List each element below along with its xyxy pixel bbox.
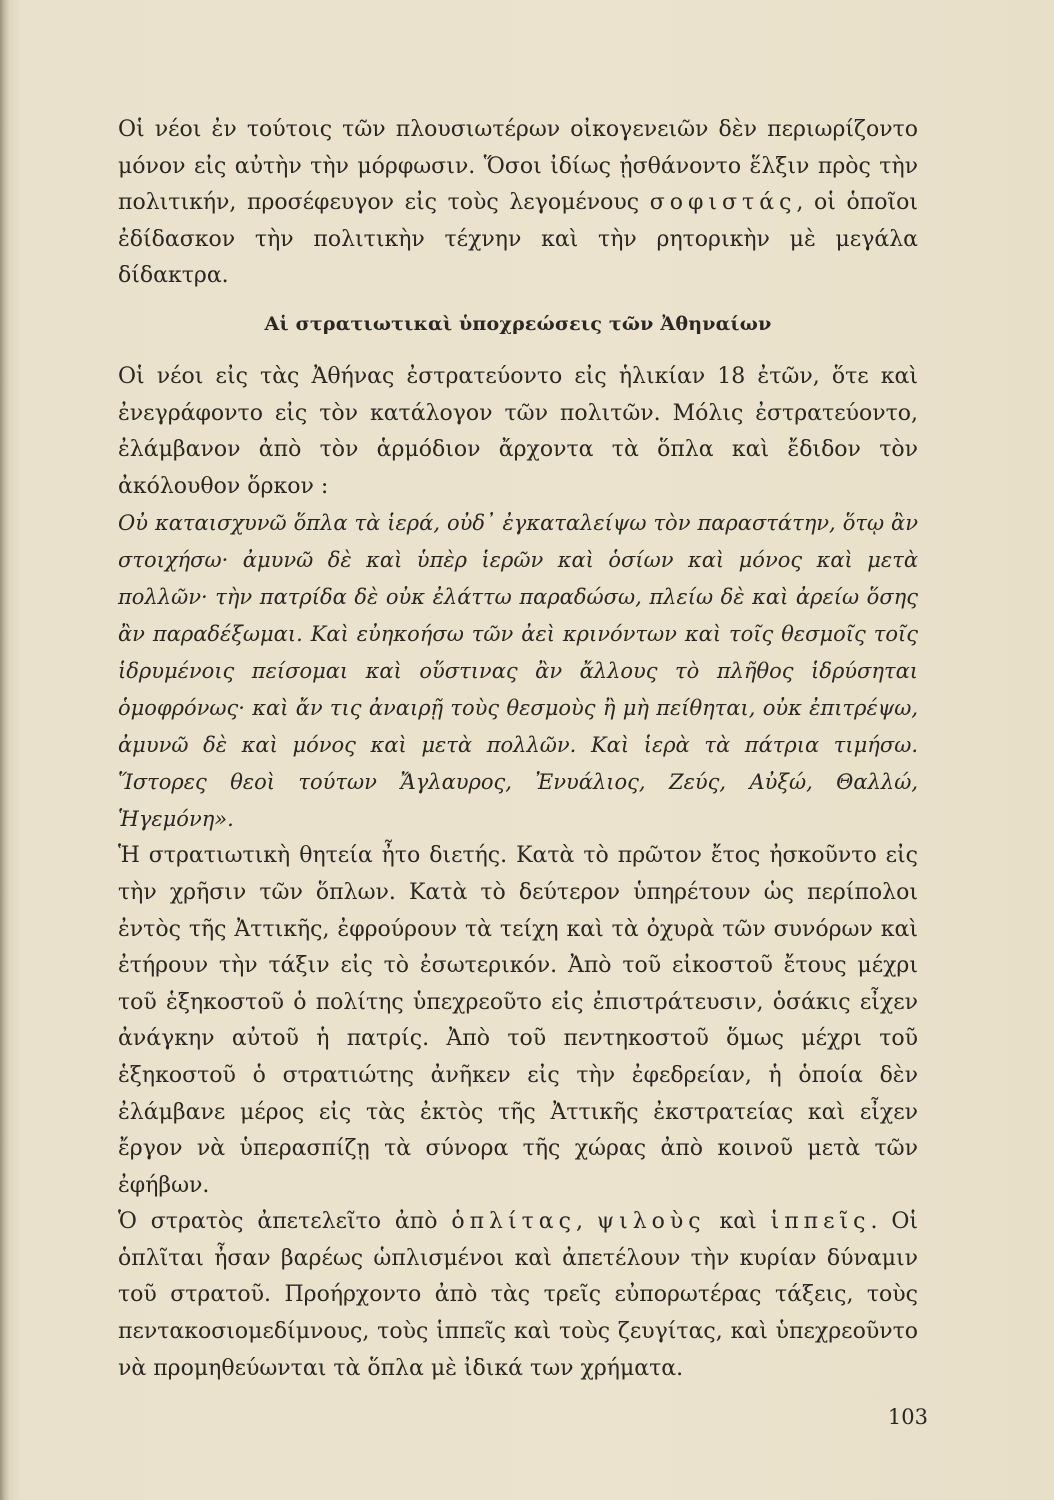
term-hoplites: ὁπλίτας: [451, 1209, 576, 1235]
paragraph-education-end: , οἱ ὁποῖοι ἐδίδασκον τὴν πολιτικὴν τέχνην καὶ τὴν ρητορικὴν μὲ μεγάλα δίδακτρα.: [118, 190, 918, 289]
paragraph-conscription: Οἱ νέοι εἰς τὰς Ἀθήνας ἐστρατεύοντο εἰς ἡλικίαν 18 ἐτῶν, ὅτε καὶ ἐνεγράφοντο εἰς τὸν κατάλογον τῶν πολιτῶν. Μόλις ἐστρατεύοντο, ἐλάμβανον ἀπὸ τὸν ἁρμόδιον ἄρχοντα τὰ ὅπλα καὶ ἔδιδον τὸν ἀκόλουθον ὅρκον :: [118, 363, 918, 499]
section-heading-military-obligations: Αἱ στρατιωτικαὶ ὑποχρεώσεις τῶν Ἀθηναίων: [264, 312, 772, 335]
conjunction-and: καὶ: [719, 1209, 757, 1235]
paragraph-military-service: Ἡ στρατιωτικὴ θητεία ἦτο διετής. Κατὰ τὸ πρῶτον ἔτος ἠσκοῦντο εἰς τὴν χρῆσιν τῶν ὅπλων. Κατὰ τὸ δεύτερον ὑπηρέτουν ὡς περίπολοι ἐντὸς τῆς Ἀττικῆς, ἐφρούρουν τὰ τείχη καὶ τὰ ὀχυρὰ τῶν συνόρων καὶ ἐτήρουν τὴν τάξιν εἰς τὸ ἐσωτερικόν. Ἀπὸ τοῦ εἰκοστοῦ ἔτους μέχρι τοῦ ἑξηκοστοῦ ὁ πολίτης ὑπεχρεοῦτο εἰς ἐπιστράτευσιν, ὁσάκις εἶχεν ἀνάγκην αὐτοῦ ἡ πατρίς. Ἀπὸ τοῦ πεντηκοστοῦ ὅμως μέχρι τοῦ ἑξηκοστοῦ ὁ στρατιώτης ἀνῆκεν εἰς τὴν ἐφεδρείαν, ἡ ὁποία δὲν ἐλάμβανε μέρος εἰς τὰς ἐκτὸς τῆς Ἀττικῆς ἐκστρατείας καὶ εἶχεν ἔργον νὰ ὑπερασπίζῃ τὰ σύνορα τῆς χώρας ἀπὸ κοινοῦ μετὰ τῶν ἐφήβων.: [118, 843, 918, 1198]
term-light-infantry: ψιλοὺς: [596, 1209, 706, 1235]
ephebic-oath-quote: Οὐ καταισχυνῶ ὅπλα τὰ ἱερά, οὐδ᾽ ἐγκαταλείψω τὸν παραστάτην, ὅτῳ ἂν στοιχήσω· ἀμυνῶ δὲ καὶ ὑπὲρ ἱερῶν καὶ ὁσίων καὶ μόνος καὶ μετὰ πολλῶν· τὴν πατρίδα δὲ οὐκ ἐλάττω παραδώσω, πλείω δὲ καὶ ἀρείω ὅσης ἂν παραδέξωμαι. Καὶ εὐηκοήσω τῶν ἀεὶ κρινόντων καὶ τοῖς θεσμοῖς τοῖς ἱδρυμένοις πείσομαι καὶ οὕστινας ἂν ἄλλους τὸ πλῆθος ἱδρύσηται ὁμοφρόνως· καὶ ἄν τις ἀναιρῇ τοὺς θεσμοὺς ἢ μὴ πείθηται, οὐκ ἐπιτρέψω, ἀμυνῶ δὲ καὶ μόνος καὶ μετὰ πολλῶν. Καὶ ἱερὰ τὰ πάτρια τιμήσω. Ἵστορες θεοὶ τούτων Ἄγλαυρος, Ἐνυάλιος, Ζεύς, Αὐξώ, Θαλλώ, Ἡγεμόνη».: [118, 511, 918, 832]
paragraph-army-start: Ὁ στρατὸς ἀπετελεῖτο ἀπὸ: [118, 1209, 438, 1235]
page-binding-edge: [0, 0, 9, 1500]
page-body: [118, 112, 918, 1387]
term-sophists: σοφιστάς: [649, 190, 797, 216]
paragraph-education: [118, 112, 918, 295]
paragraph-army-composition: Ὁ στρατὸς ἀπετελεῖτο ἀπὸ ὁπλίτας, ψιλοὺς καὶ ἱππεῖς. Οἱ ὁπλῖται ἦσαν βαρέως ὡπλισμένοι καὶ ἀπετέλουν τὴν κυρίαν δύναμιν τοῦ στρατοῦ. Προήρχοντο ἀπὸ τὰς τρεῖς εὐπορωτέρας τάξεις, τοὺς πεντακοσιομεδίμνους, τοὺς ἱππεῖς καὶ τοὺς ζευγίτας, καὶ ὑπεχρεοῦντο νὰ προμηθεύωνται τὰ ὅπλα μὲ ἰδικά των χρήματα.: [118, 1209, 918, 1381]
page-number: 103: [887, 1405, 928, 1429]
term-cavalry: ἱππεῖς: [770, 1209, 871, 1235]
paragraph-education-text: Οἱ νέοι ἐν τούτοις τῶν πλουσιωτέρων οἰκογενειῶν δὲν περιωρίζοντο μόνον εἰς αὐτὴν τὴν μόρφωσιν. Ὅσοι ἰδίως ᾐσθάνοντο ἕλξιν πρὸς τὴν πολιτικήν, προσέφευγον εἰς τοὺς λεγομένους: [118, 117, 918, 216]
paragraph-army-end: . Οἱ ὁπλῖται ἦσαν βαρέως ὡπλισμένοι καὶ ἀπετέλουν τὴν κυρίαν δύναμιν τοῦ στρατοῦ. Προήρχοντο ἀπὸ τὰς τρεῖς εὐπορωτέρας τάξεις, τοὺς πεντακοσιομεδίμνους, τοὺς ἱππεῖς καὶ τοὺς ζευγίτας, καὶ ὑπεχρεοῦντο νὰ προμηθεύωνται τὰ ὅπλα μὲ ἰδικά των χρήματα.: [118, 1209, 918, 1381]
